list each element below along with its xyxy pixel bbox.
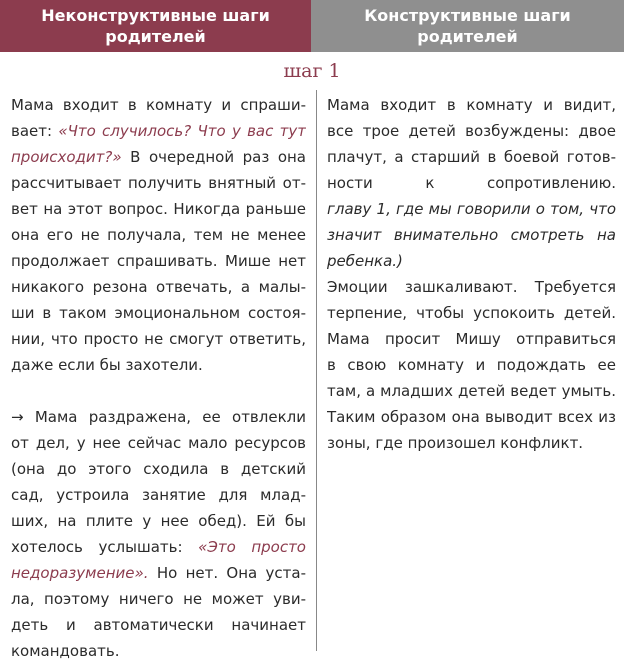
text-line: вет на этот вопрос. Никогда раньше <box>11 200 306 218</box>
quote-text: «Что случилось? Что у вас тут <box>58 122 306 140</box>
text-line: происходит?» В очередной раз она <box>11 148 306 166</box>
text-line: все трое детей возбуждены: двое <box>327 122 616 140</box>
text-line: даже если бы захотели. <box>11 356 203 374</box>
constructive-column <box>317 90 624 664</box>
italic-note: значит внимательно смотреть на <box>327 226 616 244</box>
text-line: командовать. <box>11 642 120 660</box>
quote-text: недоразумение». <box>11 564 149 582</box>
italic-note: главу 1, где мы говорили о том, что <box>327 200 616 218</box>
text-line: продолжает спрашивать. Мише нет <box>11 252 306 270</box>
text-line: в свою комнату и подождать ее <box>327 356 616 374</box>
step-label: шаг 1 <box>283 60 341 82</box>
header-nonconstructive <box>0 0 311 52</box>
header-constructive-label: Конструктивные шаги родителей <box>364 6 571 46</box>
text-line: сад, устроила занятие для млад- <box>11 486 306 504</box>
paragraph-gap <box>11 378 306 404</box>
text-line: нии, что просто не смогут ответить, <box>11 330 306 348</box>
text-line: Мама входит в комнату и спраши- <box>11 96 306 114</box>
text-line: Эмоции зашкаливают. Требуется <box>327 278 616 296</box>
text-line: там, а младших детей ведет умыть. <box>327 382 616 400</box>
table-body <box>0 90 624 664</box>
text-line: недоразумение». Но нет. Она уста- <box>11 564 306 582</box>
header-constructive <box>311 0 624 52</box>
text-line: Мама просит Мишу отправиться <box>327 330 616 348</box>
text-line: ла, поэтому ничего не может уви- <box>11 590 306 608</box>
text-line: никакого резона отвечать, а малы- <box>11 278 306 296</box>
text-line: → Мама раздражена, ее отвлекли <box>11 408 306 426</box>
text-line: она его не получала, тем не менее <box>11 226 306 244</box>
text-line: зоны, где произошел конфликт. <box>327 434 584 452</box>
text-line: деть и автоматически начинает <box>11 616 306 634</box>
italic-note: ребенка.) <box>327 252 403 270</box>
text-line: ших, на плите у нее обед). Ей бы <box>11 512 306 530</box>
text-line: вает: «Что случилось? Что у вас тут <box>11 122 306 140</box>
text-line: Мама входит в комнату и видит, <box>327 96 616 114</box>
text-line: ши в таком эмоциональном состоя- <box>11 304 306 322</box>
text-line: плачут, а старший в боевой готов- <box>327 148 616 166</box>
text-line: хотелось услышать: «Это просто <box>11 538 306 556</box>
text-line: ности к сопротивлению. <box>327 174 616 192</box>
nonconstructive-column <box>0 90 317 664</box>
text-line: (она до этого сходила в детский <box>11 460 306 478</box>
text-line: от дел, у нее сейчас мало ресурсов <box>11 434 306 452</box>
header-nonconstructive-label: Неконструктивные шаги родителей <box>41 6 270 46</box>
text-line: Таким образом она выводит всех из <box>327 408 616 426</box>
quote-text: «Это просто <box>198 538 306 556</box>
table-header <box>0 0 624 52</box>
text-line: рассчитывает получить внятный от- <box>11 174 306 192</box>
text-line: терпение, чтобы успокоить детей. <box>327 304 616 322</box>
column-divider <box>316 90 317 651</box>
quote-text: происходит?» <box>11 148 122 166</box>
